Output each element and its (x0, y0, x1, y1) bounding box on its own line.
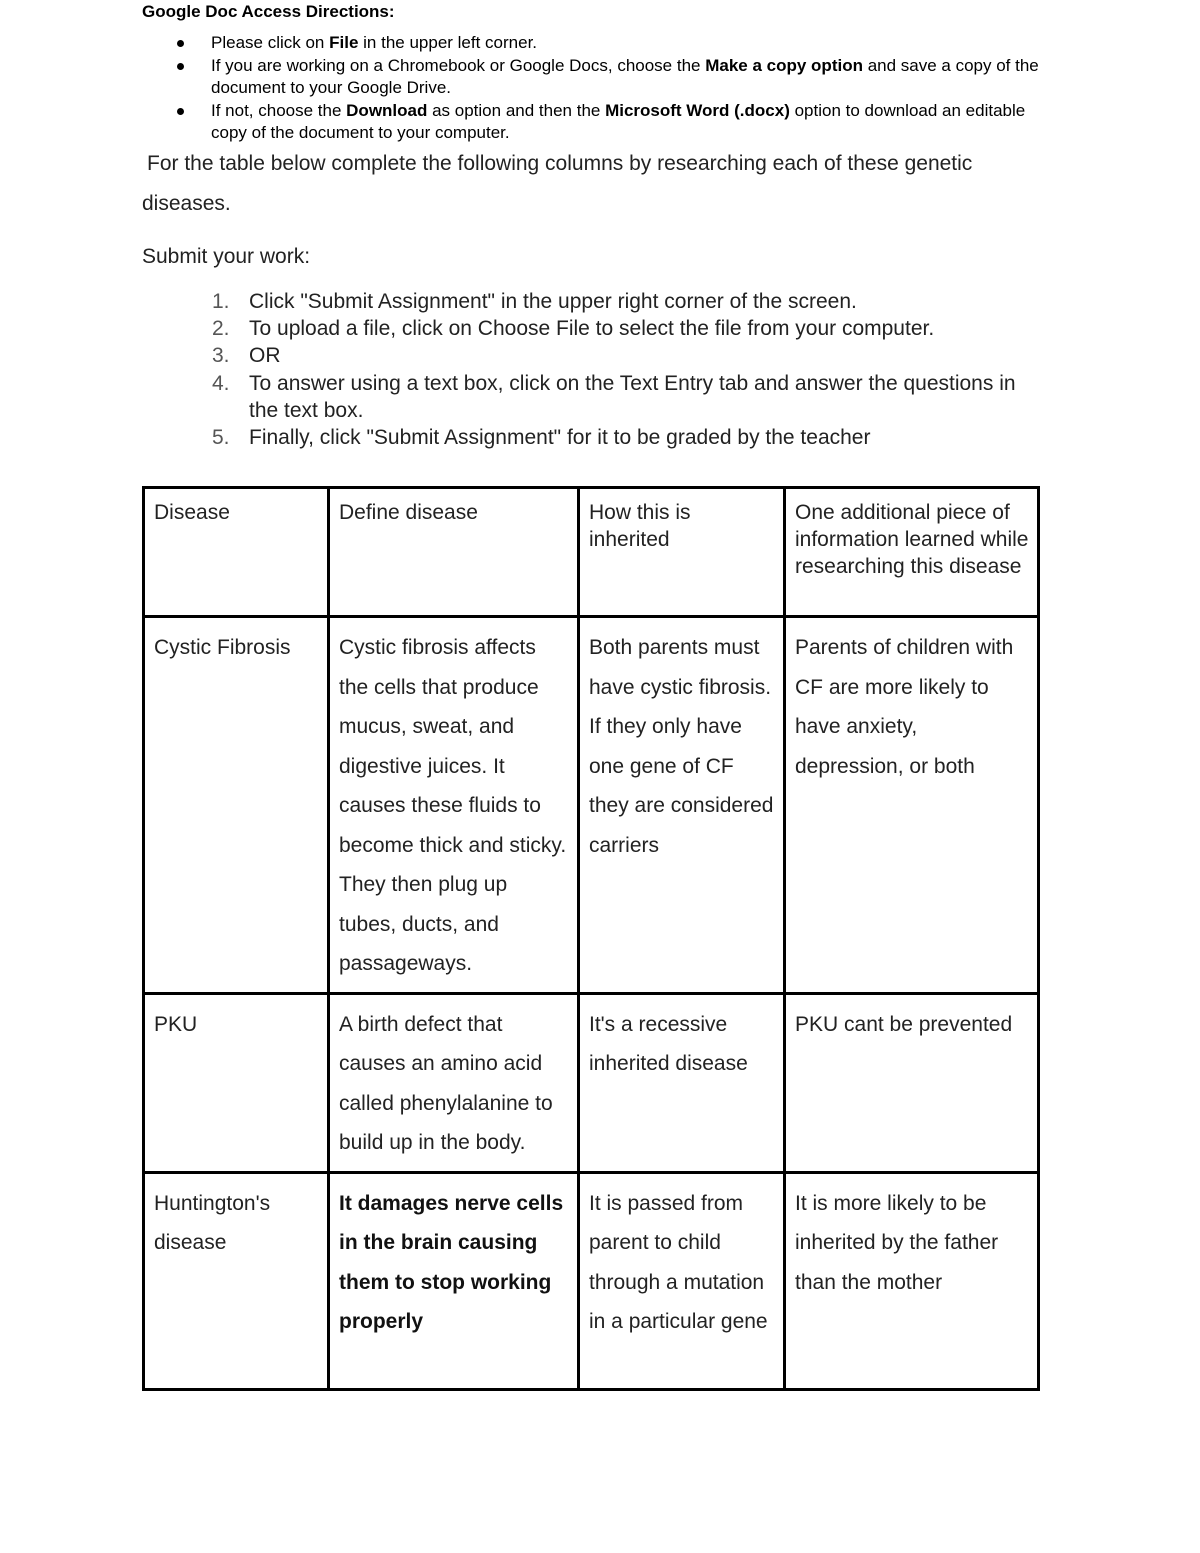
directions-list (211, 32, 1061, 145)
disease-table (142, 486, 1040, 1391)
table-header-row (144, 488, 1039, 617)
directions-item: If not, choose the Download as option and then the Microsoft Word (.docx) option to download an editable copy of the document to your computer. (211, 100, 1061, 145)
directions-heading: Google Doc Access Directions: (142, 2, 395, 21)
disease-cell: PKU (144, 993, 329, 1172)
table-row (144, 617, 1039, 994)
table-row (144, 1172, 1039, 1389)
definition-cell: It damages nerve cells in the brain causing them to stop working properly (329, 1172, 579, 1389)
disease-cell: Cystic Fibrosis (144, 617, 329, 994)
table-row (144, 993, 1039, 1172)
submit-steps-list (212, 288, 1032, 451)
intro-paragraph: For the table below complete the following columns by researching each of these genetic diseases. (142, 152, 973, 215)
additional-info-cell: It is more likely to be inherited by the father than the mother (785, 1172, 1039, 1389)
header-cell: How this is inherited (579, 488, 785, 617)
bullet-icon (177, 108, 184, 115)
step-item: 5. Finally, click "Submit Assignment" for it to be graded by the teacher (212, 426, 871, 450)
bullet-icon (177, 40, 184, 47)
submit-label: Submit your work: (142, 245, 311, 268)
additional-info-cell: Parents of children with CF are more likely to have anxiety, depression, or both (785, 617, 1039, 994)
header-cell: Disease (144, 488, 329, 617)
directions-item: If you are working on a Chromebook or Google Docs, choose the Make a copy option and save a copy of the document to your Google Drive. (211, 55, 1061, 100)
bullet-icon (177, 63, 184, 70)
definition-cell: Cystic fibrosis affects the cells that produce mucus, sweat, and digestive juices. It causes these fluids to become thick and sticky. They then plug up tubes, ducts, and passageways. (329, 617, 579, 994)
step-item: 2. To upload a file, click on Choose File to select the file from your computer. (212, 317, 935, 341)
header-cell: Define disease (329, 488, 579, 617)
disease-cell: Huntington's disease (144, 1172, 329, 1389)
definition-cell: A birth defect that causes an amino acid called phenylalanine to build up in the body. (329, 993, 579, 1172)
inheritance-cell: Both parents must have cystic fibrosis. If they only have one gene of CF they are considered carriers (579, 617, 785, 994)
inheritance-cell: It is passed from parent to child through a mutation in a particular gene (579, 1172, 785, 1389)
additional-info-cell: PKU cant be prevented (785, 993, 1039, 1172)
step-item: 4. To answer using a text box, click on the Text Entry tab and answer the questions in the text box. (212, 371, 1016, 422)
step-item: 3. OR (212, 344, 281, 368)
inheritance-cell: It's a recessive inherited disease (579, 993, 785, 1172)
header-cell: One additional piece of information learned while researching this disease (785, 488, 1039, 617)
step-item: 1. Click "Submit Assignment" in the upper right corner of the screen. (212, 290, 857, 313)
directions-item: Please click on File in the upper left corner. (211, 32, 1061, 55)
